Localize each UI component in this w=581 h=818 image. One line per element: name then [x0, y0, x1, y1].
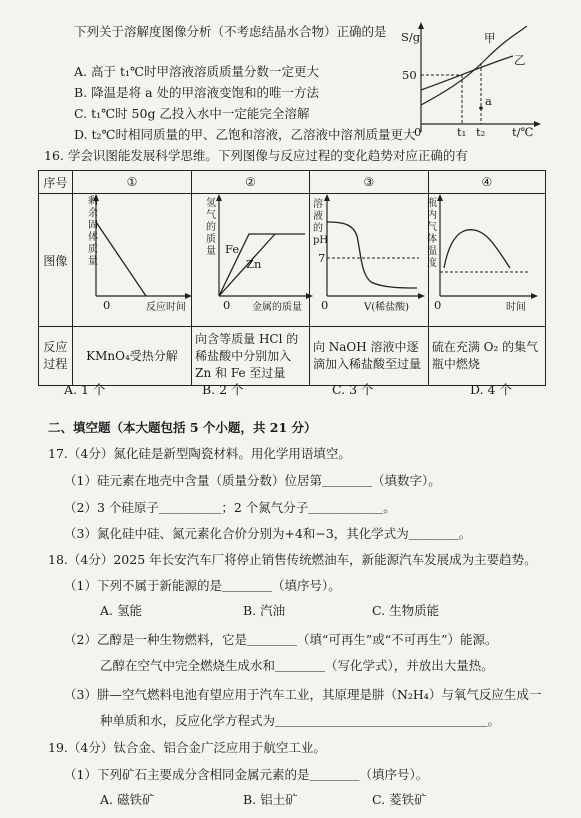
- graph-2-x-label: 金属的质量: [252, 302, 302, 313]
- process-4: 硫在充满 O₂ 的集气瓶中燃烧: [428, 327, 545, 386]
- q17-part-3: （3）氮化硅中硅、氮元素化合价分别为+4和−3，其化学式为＿＿＿＿。: [64, 526, 472, 541]
- row-image-label: 图像: [39, 194, 73, 327]
- curve-label-yi: 乙: [514, 53, 526, 67]
- q15-option-b: B. 降温是将 a 处的甲溶液变饱和的唯一方法: [74, 85, 320, 100]
- graph-2-line-zn: Zn: [246, 257, 262, 271]
- q18-part-3a: （3）肼—空气燃料电池有望应用于汽车工业，其原理是肼（N₂H₄）与氧气反应生成一: [64, 687, 542, 702]
- column-1-header: ①: [72, 171, 191, 194]
- graph-2-y-label: 氢气的质量: [206, 198, 216, 257]
- q18-part-2a: （2）乙醇是一种生物燃料，它是＿＿＿＿（填“可再生”或“不可再生”）能源。: [64, 632, 498, 647]
- column-2-header: ②: [192, 171, 310, 194]
- process-3: 向 NaOH 溶液中逐滴加入稀盐酸至过量: [309, 327, 428, 386]
- q15-stem: 下列关于溶解度图像分析（不考虑结晶水合物）正确的是: [74, 24, 387, 39]
- q19-option-b: B. 铝土矿: [243, 792, 298, 807]
- graph-3: [313, 194, 428, 314]
- graph-1-origin: 0: [103, 298, 111, 312]
- graph-2-line-fe: Fe: [225, 242, 240, 256]
- graph-1: [86, 194, 196, 314]
- graph-1-x-label: 反应时间: [146, 302, 186, 313]
- q15-option-d: D. t₂℃时相同质量的甲、乙饱和溶液，乙溶液中溶剂质量更大: [74, 127, 416, 142]
- q19-option-a: A. 磁铁矿: [100, 792, 155, 807]
- q16-choice-d: D. 4 个: [470, 382, 512, 397]
- q18-part-1: （1）下列不属于新能源的是＿＿＿＿（填序号）。: [64, 578, 341, 593]
- q19-part-1: （1）下列矿石主要成分含相同金属元素的是＿＿＿＿（填序号）。: [64, 767, 429, 782]
- q19-stem: 19.（4分）钛合金、铝合金广泛应用于航空工业。: [48, 740, 326, 755]
- process-1: KMnO₄受热分解: [72, 327, 191, 386]
- graph-3-y-label: 溶液的pH: [313, 199, 329, 246]
- point-label-a: a: [485, 94, 492, 108]
- graph-3-x-label: V(稀盐酸): [364, 302, 410, 313]
- q15-option-c: C. t₁℃时 50g 乙投入水中一定能完全溶解: [74, 106, 310, 121]
- solubility-y-label: S/g: [401, 30, 421, 44]
- solubility-y-tick: 50: [402, 68, 417, 82]
- x-tick-t1: t₁: [457, 125, 467, 139]
- q16-choice-a: A. 1 个: [64, 382, 106, 397]
- solubility-origin: 0: [414, 125, 422, 139]
- q18-part-2b: 乙醇在空气中完全燃烧生成水和＿＿＿＿（写化学式），并放出大量热。: [100, 658, 494, 673]
- graph-3-origin: 0: [321, 298, 329, 312]
- q19-option-c: C. 菱铁矿: [372, 792, 427, 807]
- row-process-label: 反应过程: [39, 327, 73, 386]
- graph-4-x-label: 时间: [506, 302, 526, 313]
- q18-option-c: C. 生物质能: [372, 603, 440, 618]
- q16-choice-c: C. 3 个: [332, 382, 374, 397]
- q16-stem: 16. 学会识图能发展科学思维。下列图像与反应过程的变化趋势对应正确的有: [44, 148, 468, 163]
- q18-option-a: A. 氢能: [100, 603, 142, 618]
- x-tick-t2: t₂: [476, 125, 486, 139]
- q18-option-b: B. 汽油: [243, 603, 286, 618]
- q18-stem: 18.（4分）2025 年长安汽车厂将停止销售传统燃油车，新能源汽车发展成为主要趋势。: [48, 552, 537, 567]
- q15-option-a: A. 高于 t₁℃时甲溶液溶质质量分数一定更大: [74, 64, 319, 79]
- table-header-label: 序号: [39, 171, 73, 194]
- graph-2: [205, 194, 315, 314]
- column-3-header: ③: [309, 171, 428, 194]
- q18-part-3b: 种单质和水，反应化学方程式为＿＿＿＿＿＿＿＿＿＿＿＿＿＿＿＿＿。: [100, 713, 501, 728]
- graph-3-y-tick: 7: [318, 251, 326, 265]
- column-4-header: ④: [428, 171, 545, 194]
- q16-choice-b: B. 2 个: [202, 382, 244, 397]
- graph-2-origin: 0: [223, 298, 231, 312]
- q17-part-2: （2）3 个硅原子＿＿＿＿＿；2 个氮气分子＿＿＿＿＿＿。: [64, 500, 396, 515]
- solubility-x-label: t/℃: [512, 125, 534, 139]
- graph-4: [426, 194, 541, 314]
- graph-4-origin: 0: [434, 298, 442, 312]
- section-2-heading: 二、填空题（本大题包括 5 个小题，共 21 分）: [48, 420, 317, 435]
- process-2: 向含等质量 HCl 的稀盐酸中分别加入 Zn 和 Fe 至过量: [192, 327, 310, 386]
- q17-part-1: （1）硅元素在地壳中含量（质量分数）位居第＿＿＿＿（填数字）。: [64, 473, 441, 488]
- graph-1-y-label: 剩余固体质量: [88, 196, 98, 267]
- graph-4-y-label: 瓶内气体温度: [427, 198, 437, 269]
- curve-label-jia: 甲: [484, 31, 496, 45]
- q17-stem: 17.（4分）氮化硅是新型陶瓷材料。用化学用语填空。: [48, 446, 351, 461]
